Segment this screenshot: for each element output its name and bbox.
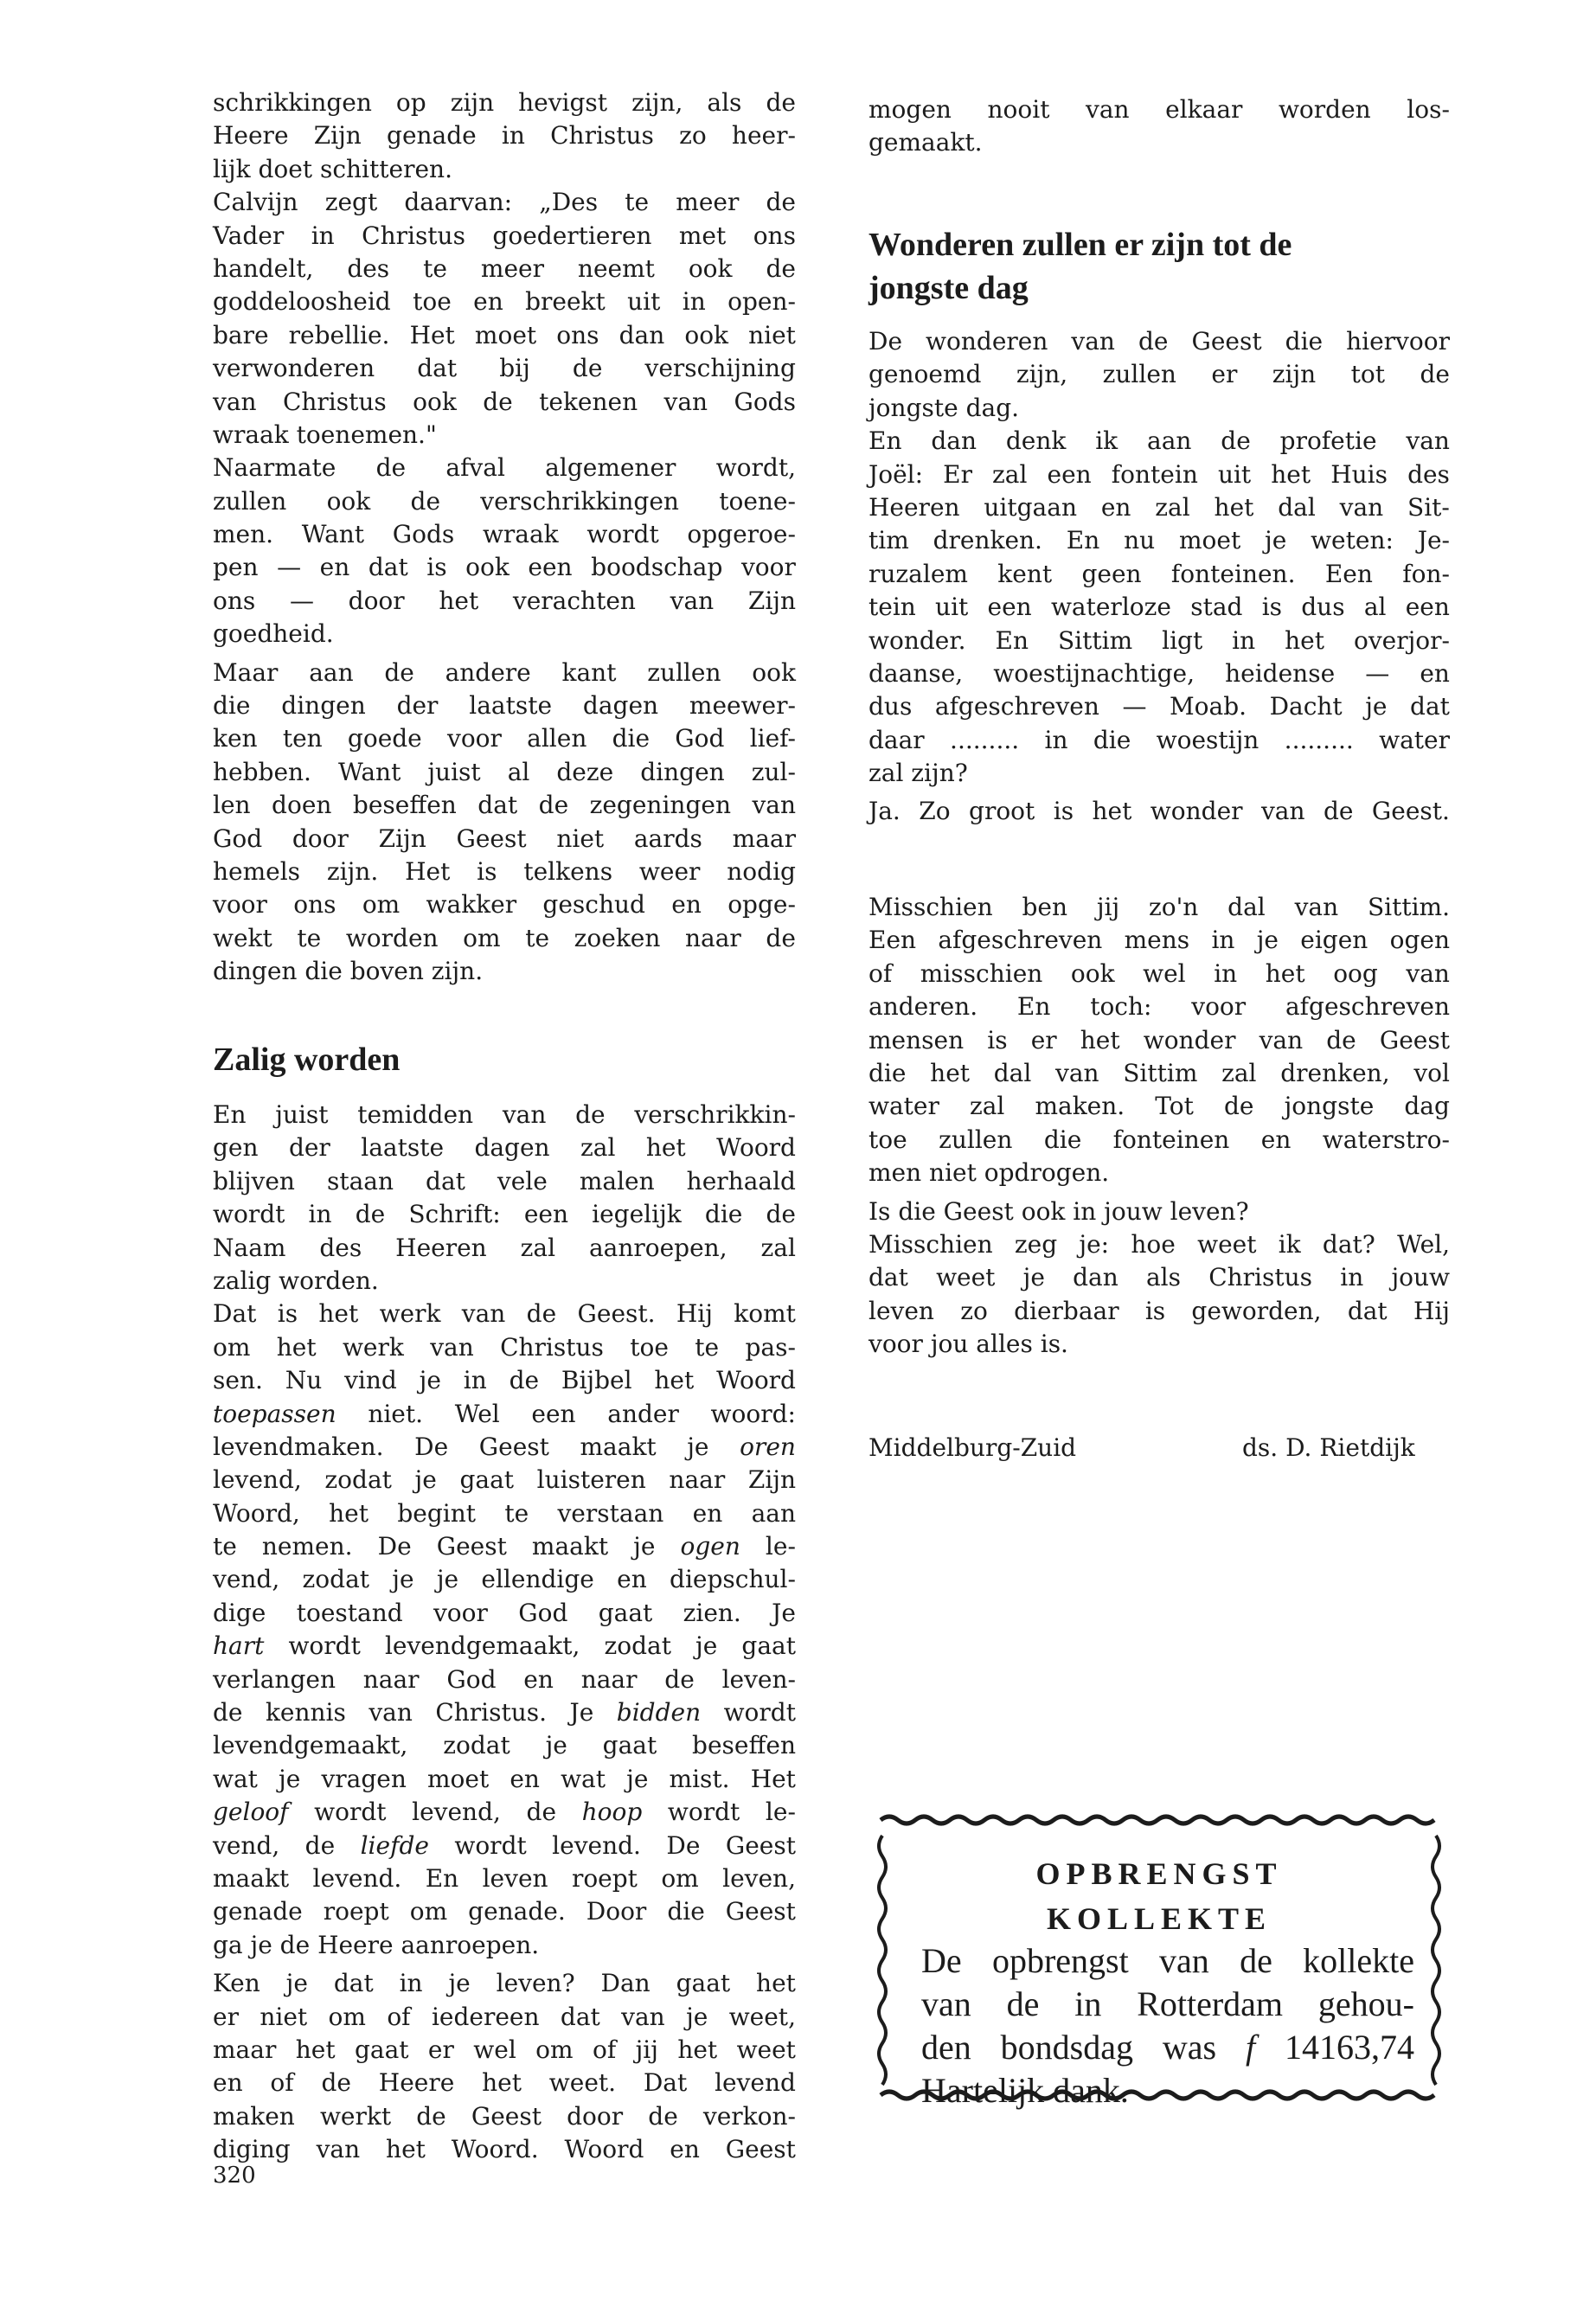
box-title-line2: KOLLEKTE [1046, 1901, 1272, 1936]
text-line: maken werkt de Geest door de verkon- [213, 2101, 796, 2131]
text-line: zalig worden. [213, 1266, 379, 1295]
closing-paragraphs [869, 891, 1450, 1361]
box-title [874, 1851, 1445, 1941]
text-line: God door Zijn Geest niet aards maar [213, 824, 796, 853]
text-line: wordt in de Schrift: een iegelijk die de [213, 1200, 796, 1229]
text-line: Hartelijk dank. [921, 2071, 1129, 2110]
heading-wonderen [869, 223, 1457, 310]
text-line: vend, de liefde wordt levend. De Geest [213, 1830, 796, 1860]
text-line: gemaakt. [869, 128, 983, 157]
text-line: tim drenken. En nu moet je weten: Je- [869, 526, 1450, 555]
text-line: voor ons om wakker geschud en opge- [213, 890, 796, 920]
text-line: mogen nooit van elkaar worden los- [869, 95, 1450, 124]
text-line: pen — en dat is ook een boodschap voor [213, 553, 796, 582]
text-line: dige toestand voor God gaat zien. Je [213, 1598, 796, 1627]
collection-result-box [874, 1811, 1445, 2110]
text-line: Joël: Er zal een fontein uit het Huis des [869, 459, 1450, 489]
text-line: maakt levend. En leven roept om leven, [213, 1863, 796, 1893]
text-line: van Christus ook de tekenen van Gods [213, 387, 796, 416]
text-line: genade roept om genade. Door die Geest [213, 1897, 796, 1926]
text-line: Naarmate de afval algemener wordt, [213, 453, 796, 483]
text-line: Naam des Heeren zal aanroepen, zal [213, 1233, 796, 1262]
text-line: men niet opdrogen. [869, 1158, 1110, 1188]
text-line: leven zo dierbaar is geworden, dat Hij [869, 1296, 1450, 1325]
text-line: diging van het Woord. Woord en Geest [213, 2135, 796, 2164]
text-line: gen der laatste dagen zal het Woord [213, 1133, 796, 1163]
text-line: Misschien zeg je: hoe weet ik dat? Wel, [869, 1229, 1450, 1259]
text-line: geloof wordt levend, de hoop wordt le- [213, 1798, 796, 1827]
text-line: hemels zijn. Het is telkens weer nodig [213, 856, 796, 886]
text-line: dus afgeschreven — Moab. Dacht je dat [869, 692, 1450, 721]
text-line: wraak toenemen." [213, 420, 437, 449]
signature-place: Middelburg-Zuid [869, 1433, 1077, 1462]
text-line: Vader in Christus goedertieren met ons [213, 221, 796, 250]
box-text [921, 1939, 1414, 2112]
text-line: tein uit een waterloze stad is dus al een [869, 593, 1450, 622]
text-line: daanse, woestijnachtige, heidense — en [869, 658, 1450, 688]
text-line: Woord, het begint te verstaan en aan [213, 1498, 796, 1528]
right-column-intro [869, 93, 1450, 160]
text-line: goddeloosheid toe en breekt uit in open- [213, 287, 796, 317]
right-section-wonderen [869, 325, 1450, 829]
text-line: levendmaken. De Geest maakt je oren [213, 1432, 796, 1461]
left-section-zalig-worden [213, 1099, 796, 2167]
signature-author: ds. D. Rietdijk [1242, 1433, 1415, 1462]
text-line: De opbrengst van de kollekte [921, 1941, 1414, 1980]
text-line: Ken je dat in je leven? Dan gaat het [213, 1969, 796, 1998]
text-line: Is die Geest ook in jouw leven? [869, 1196, 1249, 1226]
page-number: 320 [213, 2163, 256, 2189]
text-line: toepassen niet. Wel een ander woord: [213, 1399, 796, 1428]
text-line: Dat is het werk van de Geest. Hij komt [213, 1299, 796, 1329]
text-line: En dan denk ik aan de profetie van [869, 426, 1450, 456]
text-line: Misschien ben jij zo'n dal van Sittim. [869, 893, 1450, 921]
text-line: schrikkingen op zijn hevigst zijn, als de [213, 88, 796, 117]
text-line: vend, zodat je je ellendige en diepschul- [213, 1565, 796, 1594]
right-intro-paragraph [869, 93, 1450, 160]
text-line: daar ......... in die woestijn ......... water [869, 725, 1450, 754]
text-line: handelt, des te meer neemt ook de [213, 253, 796, 283]
text-line: goedheid. [213, 619, 334, 649]
text-line: ga je de Heere aanroepen. [213, 1930, 540, 1959]
text-line: levend, zodat je gaat luisteren naar Zijn [213, 1465, 796, 1495]
text-line: van de in Rotterdam gehou- [921, 1984, 1414, 2023]
heading-wonderen-line2: jongste dag [869, 270, 1029, 306]
text-line: len doen beseffen dat de zegeningen van [213, 791, 796, 820]
text-line: er niet om of iedereen dat van je weet, [213, 2002, 796, 2031]
text-line: te nemen. De Geest maakt je ogen le- [213, 1532, 796, 1561]
text-line: zal zijn? [869, 759, 968, 788]
zalig-worden-paragraphs [213, 1099, 796, 2167]
box-title-line1: OPBRENGST [1035, 1856, 1283, 1891]
text-line: hart wordt levendgemaakt, zodat je gaat [213, 1631, 796, 1661]
text-line: den bondsdag was f 14163,74 [921, 2028, 1414, 2067]
text-line: dat weet je dan als Christus in jouw [869, 1263, 1450, 1292]
text-line: Maar aan de andere kant zullen ook [213, 657, 796, 687]
text-line: wat je vragen moet en wat je mist. Het [213, 1764, 796, 1793]
text-line: bare rebellie. Het moet ons dan ook niet [213, 320, 796, 349]
text-line: Heeren uitgaan en zal het dal van Sit- [869, 492, 1450, 522]
text-line: voor jou alles is. [869, 1330, 1068, 1359]
text-line: En juist temidden van de verschrikkin- [213, 1100, 796, 1129]
left-intro-paragraphs [213, 87, 796, 989]
left-column [213, 87, 796, 989]
text-line: water zal maken. Tot de jongste dag [869, 1092, 1450, 1121]
heading-zalig-worden: Zalig worden [213, 1042, 401, 1078]
heading-wonderen-line1: Wonderen zullen er zijn tot de [869, 227, 1292, 263]
text-line: de kennis van Christus. Je bidden wordt [213, 1698, 796, 1727]
text-line: die dingen der laatste dagen meewer- [213, 691, 796, 721]
text-line: verwonderen dat bij de verschijning [213, 354, 796, 383]
text-line: wekt te worden om te zoeken naar de [213, 923, 796, 952]
text-line: wonder. En Sittim ligt in het overjor- [869, 625, 1450, 655]
text-line: men. Want Gods wraak wordt opgeroe- [213, 520, 796, 549]
text-line: Calvijn zegt daarvan: „Des te meer de [213, 188, 796, 217]
text-line: De wonderen van de Geest die hiervoor [869, 327, 1450, 356]
text-line: of misschien ook wel in het oog van [869, 958, 1450, 988]
text-line: om het werk van Christus toe te pas- [213, 1332, 796, 1362]
text-line: ons — door het verachten van Zijn [213, 586, 796, 615]
text-line: ruzalem kent geen fonteinen. Een fon- [869, 559, 1450, 588]
text-line: Een afgeschreven mens in je eigen ogen [869, 926, 1450, 955]
text-line: jongste dag. [869, 393, 1020, 422]
text-line: dingen die boven zijn. [213, 957, 484, 986]
text-line: en of de Heere het weet. Dat levend [213, 2068, 796, 2098]
text-line: zullen ook de verschrikkingen toene- [213, 486, 796, 516]
text-line: Heere Zijn genade in Christus zo heer- [213, 121, 796, 151]
text-line: lijk doet schitteren. [213, 154, 452, 183]
text-line: anderen. En toch: voor afgeschreven [869, 992, 1450, 1022]
text-line: toe zullen die fonteinen en waterstro- [869, 1125, 1450, 1154]
text-line: Ja. Zo groot is het wonder van de Geest. [869, 797, 1450, 826]
text-line: verlangen naar God en naar de leven- [213, 1664, 796, 1694]
right-closing [869, 891, 1450, 1361]
text-line: blijven staan dat vele malen herhaald [213, 1166, 796, 1195]
text-line: ken ten goede voor allen die God lief- [213, 724, 796, 753]
text-line: sen. Nu vind je in de Bijbel het Woord [213, 1366, 796, 1395]
text-line: hebben. Want juist al deze dingen zul- [213, 757, 796, 786]
text-line: mensen is er het wonder van de Geest [869, 1025, 1450, 1054]
text-line: maar het gaat er wel om of jij het weet [213, 2035, 796, 2064]
text-line: levendgemaakt, zodat je gaat beseffen [213, 1731, 796, 1760]
wonderen-paragraphs [869, 325, 1450, 829]
text-line: die het dal van Sittim zal drenken, vol [869, 1058, 1450, 1087]
text-line: genoemd zijn, zullen er zijn tot de [869, 360, 1450, 389]
